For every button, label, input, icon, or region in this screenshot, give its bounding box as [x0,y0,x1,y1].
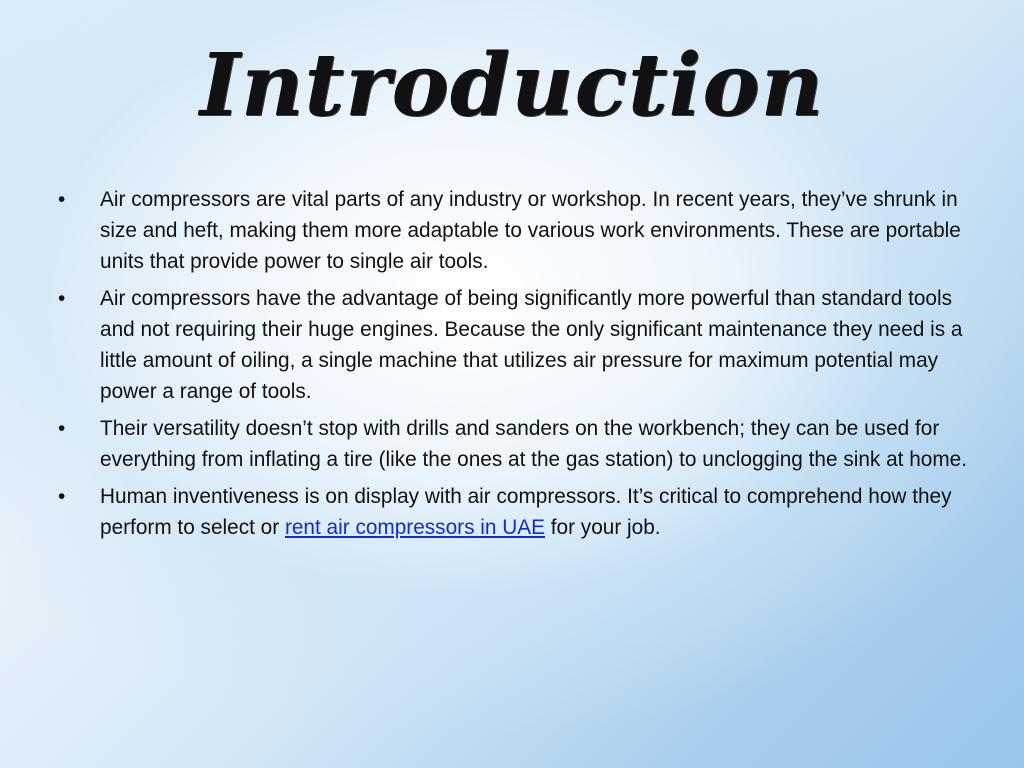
bullet-marker: • [58,417,66,440]
bullet-marker: • [58,188,66,211]
bullet-marker: • [58,287,66,310]
slide-title: Introduction [199,35,825,136]
bullet-item [58,481,978,543]
bullet-text: Air compressors have the advantage of being significantly more powerful than standard tools and not requiring their huge engines. Because the only significant maintenance they need is a little amount of oiling, a single machine that utilizes air pressure for maximum potential may power a range of tools. [100,287,963,403]
bullet-item [58,184,978,277]
bullet-list [58,184,978,549]
bullet-text-before-link: Human inventiveness is on display with air compressors. It’s critical to comprehend how they perform to select or [100,485,952,539]
bullet-text: Their versatility doesn’t stop with drills and sanders on the workbench; they can be used for everything from inflating a tire (like the ones at the gas station) to unclogging the sink at home. [100,417,968,471]
bullet-marker: • [58,485,66,508]
bullet-text: Air compressors are vital parts of any industry or workshop. In recent years, they’ve shrunk in size and heft, making them more adaptable to various work environments. These are portable units that provide power to single air tools. [100,188,961,273]
bullet-item [58,413,978,475]
bullet-text-after-link: for your job. [544,516,661,539]
rent-air-compressors-link[interactable]: rent air compressors in UAE [284,516,545,539]
bullet-item [58,283,978,407]
